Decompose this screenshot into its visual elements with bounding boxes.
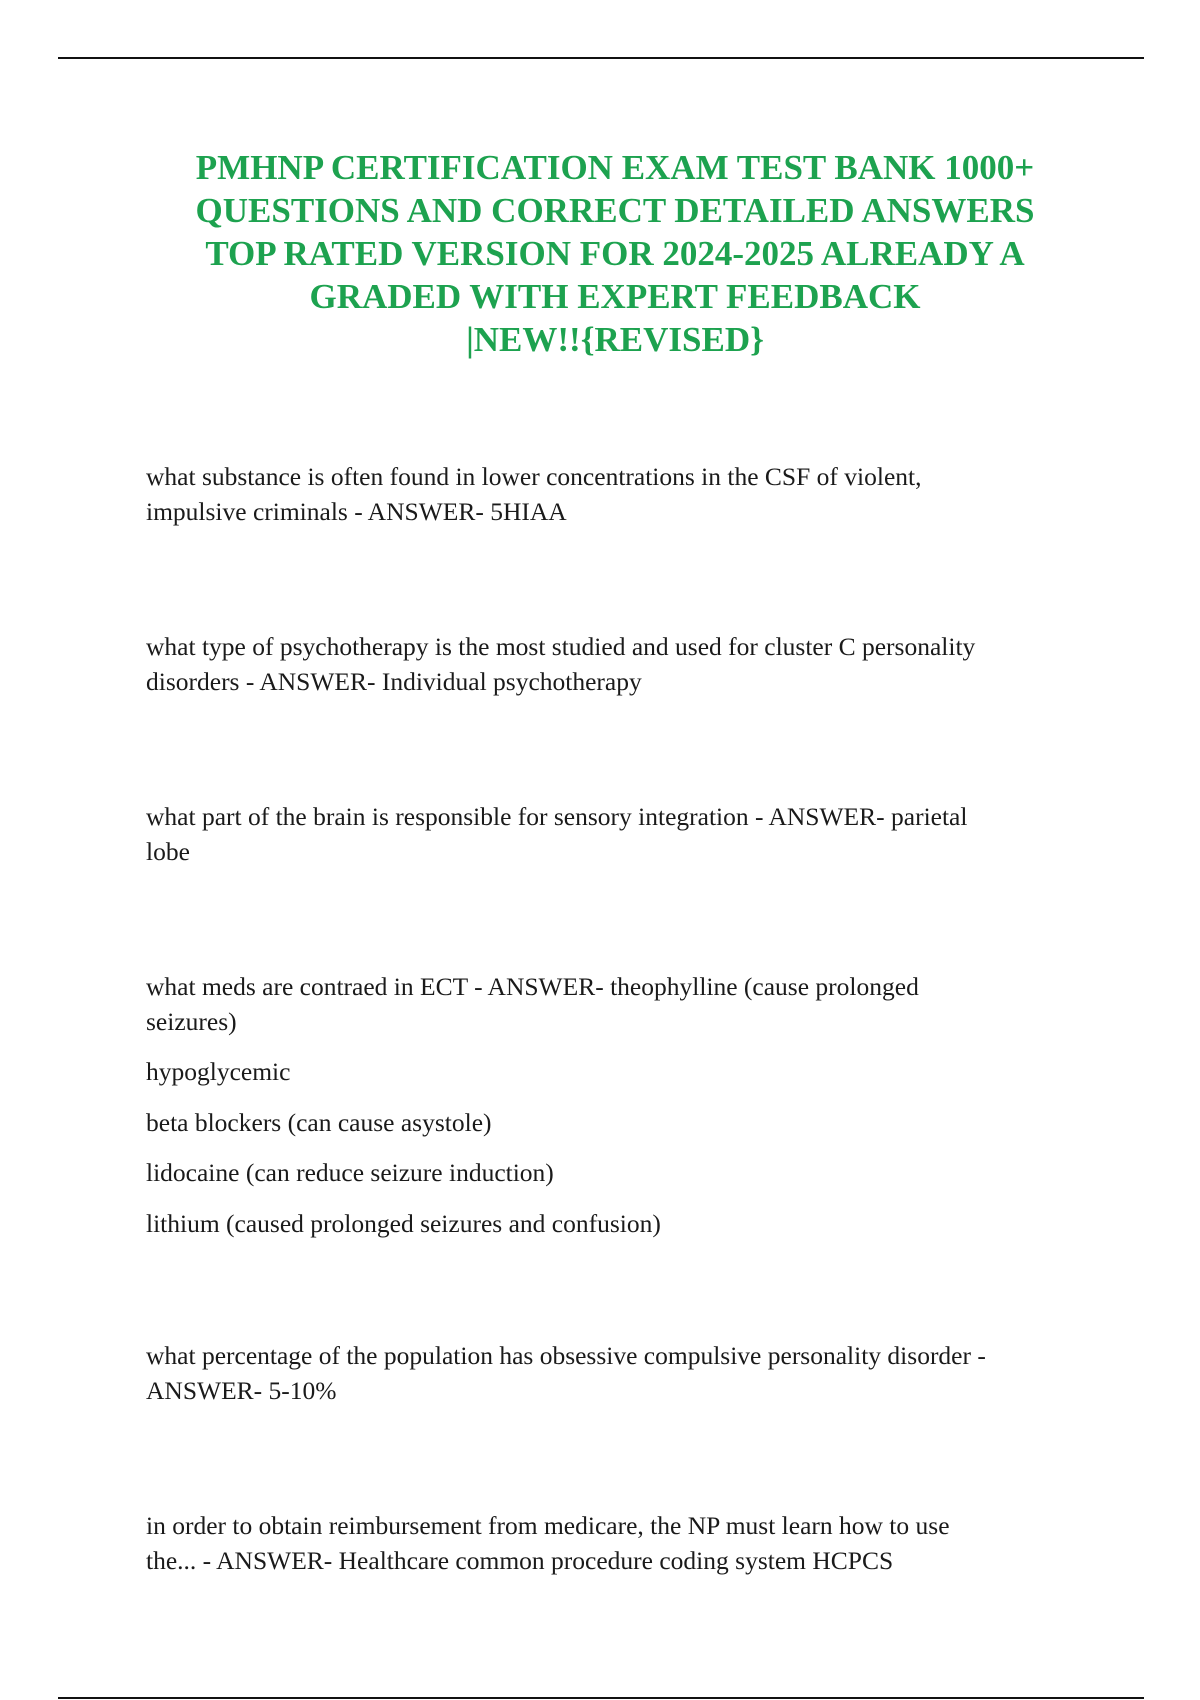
qa-text-line: what meds are contraed in ECT - ANSWER- theophylline (cause prolonged — [146, 972, 919, 1001]
top-divider — [58, 57, 1144, 59]
qa-text-line: in order to obtain reimbursement from medicare, the NP must learn how to use — [146, 1511, 950, 1540]
title-line: TOP RATED VERSION FOR 2024-2025 ALREADY A — [205, 234, 1025, 273]
title-line: GRADED WITH EXPERT FEEDBACK — [309, 277, 921, 316]
title-line: |NEW!!{REVISED} — [466, 320, 764, 359]
qa-list — [146, 460, 1086, 1679]
qa-text-line: what part of the brain is responsible for sensory integration - ANSWER- parietal — [146, 802, 968, 831]
title-line: QUESTIONS AND CORRECT DETAILED ANSWERS — [195, 191, 1035, 230]
qa-extra-line: hypoglycemic — [146, 1057, 291, 1086]
qa-extra-line: beta blockers (can cause asystole) — [146, 1107, 492, 1137]
qa-item — [146, 630, 1086, 699]
qa-text-line: seizures) — [146, 1006, 237, 1036]
qa-item — [146, 1339, 1086, 1408]
qa-text-line: what substance is often found in lower concentrations in the CSF of violent, — [146, 462, 922, 491]
qa-item — [146, 460, 1086, 529]
qa-extra-line: lithium (caused prolonged seizures and confusion) — [146, 1208, 661, 1238]
qa-text-line: the... - ANSWER- Healthcare common procedure coding system HCPCS — [146, 1545, 894, 1575]
qa-extra-line: lidocaine (can reduce seizure induction) — [146, 1158, 554, 1187]
qa-text-line: ANSWER- 5-10% — [146, 1375, 337, 1405]
qa-text-line: disorders - ANSWER- Individual psychotherapy — [146, 666, 642, 696]
qa-item — [146, 800, 1086, 869]
document-title — [120, 146, 1110, 361]
qa-item — [146, 970, 1086, 1241]
qa-text-line: what percentage of the population has obsessive compulsive personality disorder - — [146, 1341, 986, 1370]
qa-text-line: impulsive criminals - ANSWER- 5HIAA — [146, 496, 567, 526]
title-line: PMHNP CERTIFICATION EXAM TEST BANK 1000+ — [195, 148, 1035, 187]
bottom-divider — [58, 1697, 1144, 1699]
qa-item — [146, 1509, 1086, 1578]
qa-text-line: what type of psychotherapy is the most studied and used for cluster C personality — [146, 632, 976, 661]
qa-text-line: lobe — [146, 836, 190, 866]
